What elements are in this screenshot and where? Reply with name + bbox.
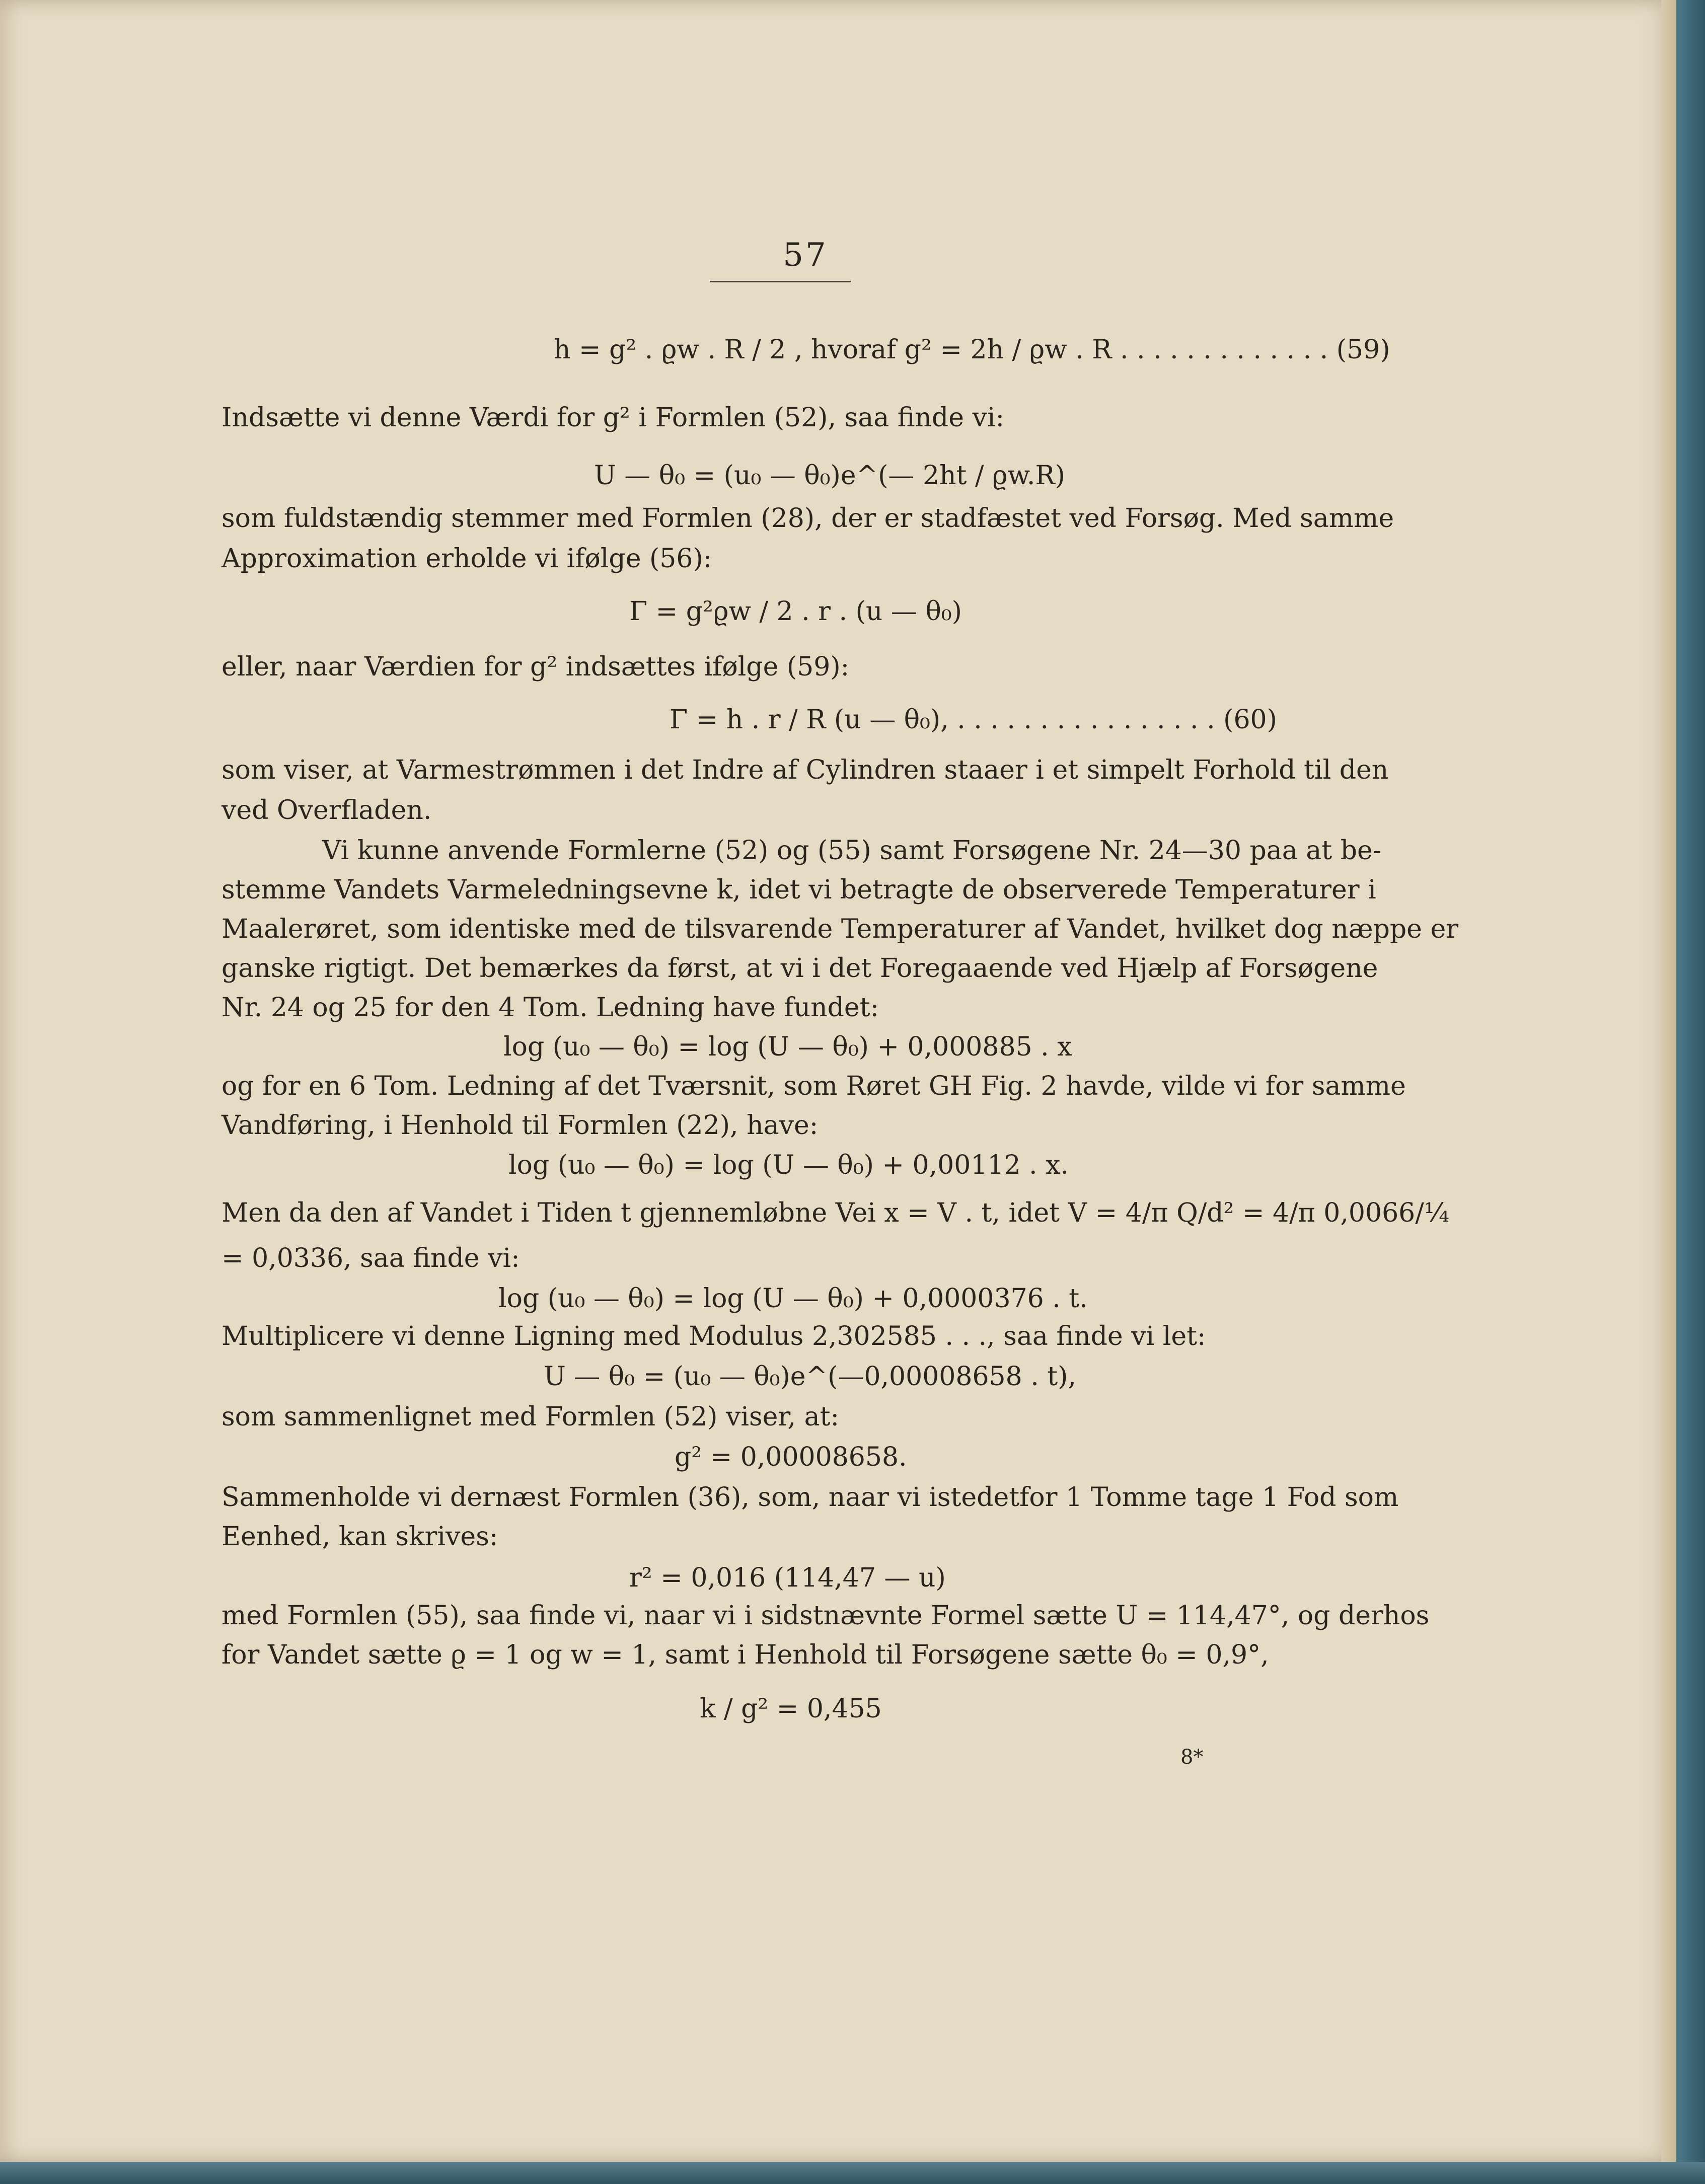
paragraph-line: Maalerøret, som identiske med de tilsvarende Temperaturer af Vandet, hvilket dog næppe er bbox=[221, 914, 1459, 944]
paragraph-line: Vi kunne anvende Formlerne (52) og (55) samt Forsøgene Nr. 24—30 paa at be- bbox=[322, 836, 1382, 866]
paragraph-line: Sammenholde vi dernæst Formlen (36), som, naar vi istedetfor 1 Tomme tage 1 Fod som bbox=[221, 1482, 1399, 1513]
page-number-rule bbox=[710, 281, 851, 282]
formula-r-squared: r² = 0,016 (114,47 — u) bbox=[629, 1563, 946, 1593]
formula-exp: U — θ₀ = (u₀ — θ₀)e^(—0,00008658 . t), bbox=[544, 1362, 1077, 1392]
paragraph-line: Vandføring, i Henhold til Formlen (22), have: bbox=[221, 1110, 819, 1141]
formula-gamma: Γ = g²ϱw / 2 . r . (u — θ₀) bbox=[629, 596, 962, 627]
paragraph-line: stemme Vandets Varmeledningsevne k, idet vi betragte de observerede Temperaturer i bbox=[221, 875, 1376, 905]
formula-log-1: log (u₀ — θ₀) = log (U — θ₀) + 0,000885 . x bbox=[503, 1032, 1072, 1062]
paragraph-line: eller, naar Værdien for g² indsættes ifølge (59): bbox=[221, 652, 850, 682]
binding-edge-bottom bbox=[0, 2162, 1705, 2184]
formula-log-3: log (u₀ — θ₀) = log (U — θ₀) + 0,0000376 . t. bbox=[498, 1284, 1088, 1314]
formula-u-theta: U — θ₀ = (u₀ — θ₀)e^(— 2ht / ϱw.R) bbox=[594, 461, 1065, 491]
binding-edge bbox=[1676, 0, 1705, 2184]
paragraph-line: ganske rigtigt. Det bemærkes da først, at vi i det Foregaaende ved Hjælp af Forsøgene bbox=[221, 953, 1378, 984]
paragraph-line: som fuldstændig stemmer med Formlen (28), der er stadfæstet ved Forsøg. Med samme bbox=[221, 503, 1394, 534]
paragraph-line: = 0,0336, saa finde vi: bbox=[221, 1243, 520, 1273]
page-fold bbox=[1661, 0, 1676, 2162]
paragraph-line: og for en 6 Tom. Ledning af det Tværsnit, som Røret GH Fig. 2 havde, vilde vi for samme bbox=[221, 1071, 1406, 1101]
formula-g-squared: g² = 0,00008658. bbox=[675, 1442, 907, 1472]
paragraph-line: med Formlen (55), saa finde vi, naar vi i sidstnævnte Formel sætte U = 114,47°, og derhos bbox=[221, 1601, 1430, 1631]
paragraph-line: som sammenlignet med Formlen (52) viser, at: bbox=[221, 1402, 840, 1432]
paragraph-line: Men da den af Vandet i Tiden t gjennemløbne Vei x = V . t, idet V = 4/π Q/d² = 4/π 0,0066/¼ bbox=[221, 1198, 1450, 1228]
formula-60: Γ = h . r / R (u — θ₀), . . . . . . . . . . . . . . . . (60) bbox=[670, 705, 1277, 735]
paragraph-line: for Vandet sætte ϱ = 1 og w = 1, samt i Henhold til Forsøgene sætte θ₀ = 0,9°, bbox=[221, 1640, 1269, 1670]
formula-log-2: log (u₀ — θ₀) = log (U — θ₀) + 0,00112 . x. bbox=[508, 1150, 1069, 1180]
paragraph-line: Multiplicere vi denne Ligning med Modulus 2,302585 . . ., saa finde vi let: bbox=[221, 1321, 1206, 1351]
paragraph-line: Indsætte vi denne Værdi for g² i Formlen (52), saa finde vi: bbox=[221, 403, 1005, 433]
paragraph-line: Approximation erholde vi ifølge (56): bbox=[221, 544, 712, 574]
paragraph-line: Eenhed, kan skrives: bbox=[221, 1522, 498, 1552]
signature-mark: 8* bbox=[1180, 1746, 1204, 1769]
paragraph-line: Nr. 24 og 25 for den 4 Tom. Ledning have fundet: bbox=[221, 993, 879, 1023]
formula-59: h = g² . ϱw . R / 2 , hvoraf g² = 2h / ϱw . R . . . . . . . . . . . . . (59) bbox=[554, 335, 1390, 365]
page-number: 57 bbox=[783, 237, 828, 274]
paragraph-line: som viser, at Varmestrømmen i det Indre af Cylindren staaer i et simpelt Forhold til den bbox=[221, 755, 1389, 785]
formula-k-over-g: k / g² = 0,455 bbox=[700, 1694, 882, 1724]
paragraph-line: ved Overfladen. bbox=[221, 795, 432, 825]
